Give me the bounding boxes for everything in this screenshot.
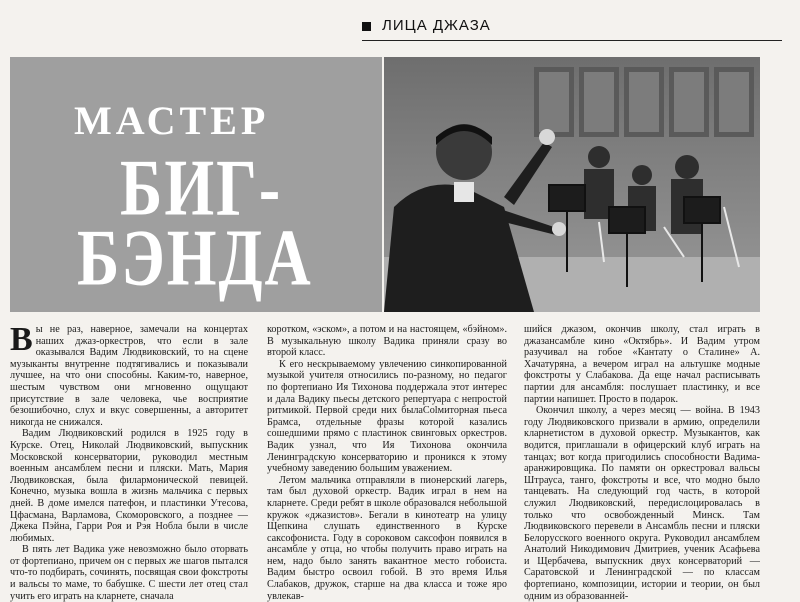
article-paragraph: Вадим Людвиковский родился в 1925 году в Курске. Отец, Николай Людвиковский, выпускник Московской консерватории, руководил местным военным ансамблем песни и пляски. Мать, Мария Людвиковская, была филармонической певицей. Конечно, музыка вошла в жизнь мальчика с первых дней. В доме имелся патефон, и пластинки Утесова, Цфасмана, Варламова, Скоморовского, а позднее — Джека Пэйна, Гарри Роя и Рэя Нобла были в числе любимых.	[10, 428, 248, 544]
article-paragraph	[10, 321, 248, 428]
headline-line-1: МАСТЕР	[74, 98, 270, 143]
rubric-square-marker	[362, 22, 371, 31]
article-column-2	[267, 324, 507, 602]
rubric-label: ЛИЦА ДЖАЗА	[382, 17, 491, 34]
article-paragraph: К его нескрываемому увлечению синкопированной музыкой учителя относились по-разному, но педагог по фортепиано Ия Тихонова поддержала этот интерес и дала Вадику пьесы детского репертуара с непростой ритмикой. Первой среди них былаColмиторная пьеса Брамса, отдельные фразы которой казались сошедшими прямо с пластинок свинговых оркестров. Вадик узнал, что Ия Тихонова окончила Ленинградскую консерваторию и проникся к этому учебному заведению большим уважением.	[267, 358, 507, 475]
article-column-1	[10, 321, 248, 602]
article-column-3	[524, 324, 760, 602]
article-paragraph: шийся джазом, окончив школу, стал играть в джазансамбле кино «Октябрь». И Вадим утром разучивал на гобое «Кантату о Сталине» А. Хачатуряна, а вечером играл на альтушке модные фокстроты у Слабакова. Да еще начал расписывать партии для ансамбля: послушает пластинку, и все партии напишет. Просто в подарок.	[524, 324, 760, 405]
article-paragraph: Летом мальчика отправляли в пионерский лагерь, там был духовой оркестр. Вадик играл в нем на кларнете. Среди ребят в школе образовался небольшой кружок «джазистов». Бегали в кинотеатр на улицу Щепкина слушать единственного в Курске саксофониста. Году в сороковом саксофон появился в ансамбле у отца, но чтобы получить право играть на нем, надо было занять вакантное место гобоиста. Вадим быстро освоил гобой. В это время Илья Слабаков, дружок, старше на два класса и тоже яро увлекав-	[267, 474, 507, 602]
paragraph-text: ы не раз, наверное, замечали на концертах наших джаз-оркестров, что если в зале оказывался Вадим Людвиковский, то на сцене музыканты внутренне подтягивались и показывали лучшее, на что они способны. Каким-то, наверное, шестым чувством они мгновенно ощущают присутствие в зале человека, чье восприятие безошибочно, слух и вкус совершенны, а авторитет никогда не снижался.	[10, 324, 248, 428]
article-paragraph: коротком, «эском», а потом и на настоящем, «бэйном». В музыкальную школу Вадика приняли сразу во второй класс.	[267, 324, 507, 359]
section-rubric	[362, 14, 782, 41]
headline-line-2: БИГ-	[120, 143, 283, 232]
article-paragraph: Окончил школу, а через месяц — война. В 1943 году Людвиковского призвали в армию, определили кларнетистом в духовой оркестр. Музыкантов, как водится, приглашали в офицерский клуб играть на танцах; вот когда пригодились способности Вадима-аранжировщика. По памяти он оркестровал вальсы Штрауса, танго, фокстроты и все, что модно было танцевать. На следующий год часть, в которой служил Людвиковский, передислоцировалась в только что освобожденный Минск. Там Людвиковского перевели в Ансамбль песни и пляски Белорусского военного округа. Руководил ансамблем Анатолий Никодимович Дмитриев, ученик Асафьева и Щербачева, выпускник двух консерваторий — Саратовской и Ленинградской — по классам фортепиано, композиции, истории и теории, он был одним из образованней-	[524, 405, 760, 602]
drop-cap: В	[10, 321, 33, 358]
conductor-photo	[384, 57, 760, 312]
article-paragraph: В пять лет Вадика уже невозможно было оторвать от фортепиано, причем он с первых же шагов пытался что-то подбирать, сочинять, посвящая свои фокстроты и вальсы то маме, то бабушке. С шести лет отец стал учить его играть на кларнете, сначала	[10, 544, 248, 602]
headline-line-3: БЭНДА	[77, 213, 313, 302]
photo-illustration	[384, 57, 760, 312]
